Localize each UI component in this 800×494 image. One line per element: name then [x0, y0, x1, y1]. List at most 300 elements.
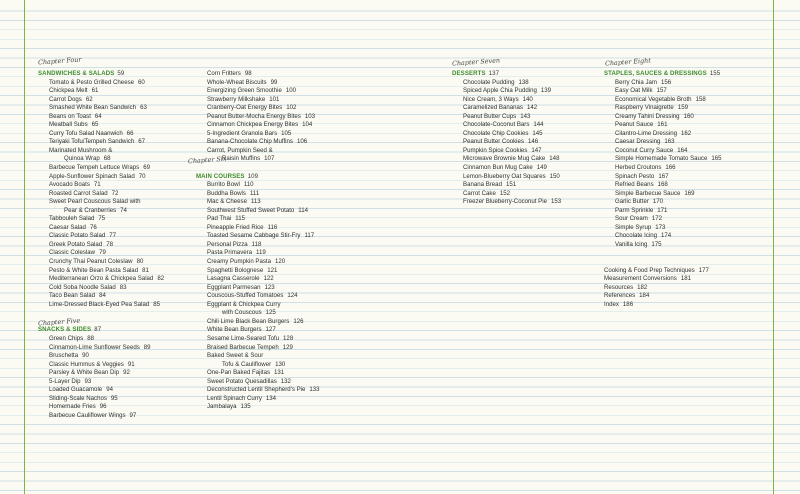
toc-entry[interactable] [604, 87, 774, 96]
entry-title: Loaded Guacamole [49, 386, 103, 394]
entry-title: Cinnamon Chickpea Energy Bites [207, 121, 299, 129]
page-number: 60 [138, 78, 145, 86]
page-number: 139 [540, 87, 552, 95]
page-number: 143 [520, 112, 531, 120]
page-number: 150 [549, 172, 560, 180]
entry-title: Whole-Wheat Biscuits [207, 78, 267, 86]
page-number: 101 [269, 95, 280, 103]
toc-entry[interactable] [38, 335, 188, 344]
toc-entry[interactable] [38, 164, 188, 173]
page-number: 152 [499, 189, 511, 197]
toc-entry[interactable] [452, 164, 604, 173]
toc-entry[interactable] [452, 173, 604, 182]
page-number: 109 [247, 172, 259, 180]
entry-title: Chocolate-Coconut Bars [463, 121, 530, 129]
toc-entry[interactable] [38, 258, 188, 267]
toc-entry[interactable] [196, 335, 348, 344]
toc-entry[interactable] [604, 130, 774, 139]
toc-entry[interactable] [196, 104, 348, 113]
entry-title: Barbecue Tempeh Lettuce Wraps [49, 164, 140, 172]
page-number: 147 [531, 146, 542, 154]
entry-title: Microwave Brownie Mug Cake [463, 155, 546, 163]
page-number: 135 [240, 403, 251, 411]
toc-entry[interactable] [38, 361, 188, 370]
toc-entry[interactable] [196, 215, 348, 224]
toc-entry[interactable] [38, 215, 188, 224]
entry-title: Lasagna Casserole [207, 275, 260, 283]
toc-entry[interactable] [196, 318, 348, 327]
toc-entry[interactable] [196, 87, 348, 96]
spacer [196, 164, 348, 173]
page-number: 76 [89, 223, 97, 231]
toc-entry[interactable] [604, 121, 774, 130]
toc-entry[interactable] [604, 155, 774, 164]
page-number: 153 [551, 198, 562, 206]
page-number: 157 [656, 87, 667, 95]
page-number: 174 [661, 232, 672, 240]
toc-entry[interactable] [196, 292, 348, 301]
page-number: 128 [283, 334, 294, 342]
page-number: 105 [281, 129, 292, 137]
page-number: 118 [251, 240, 262, 248]
entry-title: Barbecue Cauliflower Wings [49, 411, 126, 419]
page-number: 121 [267, 266, 278, 274]
page-number: 99 [270, 78, 278, 86]
entry-title: Meatball Subs [49, 121, 88, 129]
entry-title: Eggplant Parmesan [207, 283, 261, 291]
page-number: 155 [709, 70, 721, 77]
section-heading[interactable] [452, 70, 604, 79]
toc-entry[interactable] [604, 275, 774, 284]
page-number: 162 [680, 129, 692, 137]
page-number: 93 [84, 377, 92, 385]
toc-entry[interactable] [604, 292, 774, 301]
entry-title: Sweet Pearl Couscous Salad with [49, 198, 141, 206]
toc-entry[interactable] [604, 147, 774, 156]
entry-title: Roasted Carrot Salad [49, 189, 108, 197]
toc-entry[interactable] [38, 121, 188, 130]
toc-entry[interactable] [604, 198, 774, 207]
entry-title: Herbed Croutons [615, 164, 662, 172]
page-number: 140 [522, 95, 533, 103]
entry-title: Creamy Pumpkin Pasta [207, 258, 272, 266]
page-number: 156 [661, 78, 672, 86]
page-number: 98 [244, 70, 252, 77]
toc-entry[interactable] [38, 173, 188, 182]
toc-entry[interactable] [196, 326, 348, 335]
toc-column-3 [452, 70, 604, 207]
toc-entry[interactable] [604, 301, 774, 310]
entry-title: Caramelized Bananas [463, 104, 523, 112]
toc-entry[interactable] [196, 70, 348, 79]
page-number: 169 [684, 189, 695, 197]
page-number: 78 [106, 240, 113, 248]
page-number: 88 [87, 334, 94, 342]
entry-title: Marinated Mushroom & [49, 146, 113, 154]
toc-entry[interactable] [604, 113, 774, 122]
toc-entry[interactable] [196, 130, 348, 139]
toc-entry[interactable] [196, 232, 348, 241]
toc-entry[interactable] [604, 207, 774, 216]
entry-title: Simple Homemade Tomato Sauce [615, 155, 708, 163]
entry-title: Cranberry-Oat Energy Bites [207, 104, 283, 112]
section-heading[interactable] [38, 326, 188, 335]
page-number: 173 [655, 223, 666, 231]
entry-title: Bruschetta [49, 352, 79, 360]
section-heading[interactable] [196, 173, 348, 182]
entry-title: Freezer Blueberry-Coconut Pie [463, 198, 547, 206]
page-number: 138 [518, 78, 529, 86]
toc-entry[interactable] [452, 87, 604, 96]
toc-entry[interactable] [452, 147, 604, 156]
entry-title: Homemade Fries [49, 403, 96, 411]
entry-title: Economical Vegetable Broth [615, 95, 692, 103]
toc-entry[interactable] [196, 147, 348, 156]
toc-entry[interactable] [196, 284, 348, 293]
section-heading[interactable] [604, 70, 774, 79]
toc-entry[interactable] [604, 284, 774, 293]
page-number: 113 [250, 198, 261, 206]
chapter-six-heading: Chapter Six [187, 154, 227, 166]
entry-title: Chocolate Icing [615, 232, 658, 240]
toc-entry[interactable] [196, 207, 348, 216]
page-number: 102 [286, 104, 297, 112]
toc-entry[interactable] [196, 181, 348, 190]
page-number: 97 [129, 411, 137, 419]
page-number: 67 [138, 138, 146, 146]
page-number: 145 [532, 129, 543, 137]
entry-title: Pad Thai [207, 215, 232, 223]
entry-title: Spaghetti Bolognese [207, 266, 264, 274]
entry-title: Southwest Stuffed Sweet Potato [207, 206, 295, 214]
page-number: 63 [140, 104, 147, 112]
toc-entry[interactable] [38, 113, 188, 122]
entry-title: Simple Syrup [615, 223, 652, 231]
toc-entry[interactable] [452, 138, 604, 147]
toc-entry[interactable] [452, 190, 604, 199]
toc-entry[interactable] [38, 267, 188, 276]
toc-entry[interactable] [604, 96, 774, 105]
entry-title: Mediterranean Orzo & Chickpea Salad [49, 275, 154, 283]
entry-title: Cilantro-Lime Dressing [615, 129, 677, 137]
toc-entry[interactable] [38, 155, 188, 164]
page-number: 66 [126, 129, 134, 137]
page-number: 165 [711, 155, 722, 163]
chapter-eight-heading: Chapter Eight [604, 56, 652, 68]
toc-entry[interactable] [196, 79, 348, 88]
page-number: 85 [153, 300, 161, 308]
entry-title: Strawberry Milkshake [207, 95, 266, 103]
toc-entry[interactable] [196, 352, 348, 361]
toc-entry[interactable] [196, 241, 348, 250]
page-number: 100 [285, 87, 297, 95]
page-number: 59 [117, 70, 125, 77]
toc-entry[interactable] [196, 344, 348, 353]
toc-entry[interactable] [38, 138, 188, 147]
toc-entry[interactable] [452, 155, 604, 164]
toc-entry[interactable] [604, 190, 774, 199]
toc-entry[interactable] [452, 96, 604, 105]
page-number: 142 [526, 104, 538, 112]
entry-title: Classic Potato Salad [49, 232, 106, 240]
entry-title: References [604, 292, 636, 300]
page-number: 71 [93, 181, 101, 189]
entry-title: Index [604, 300, 619, 308]
entry-title: Lime-Dressed Black-Eyed Pea Salad [49, 300, 150, 308]
toc-entry[interactable] [196, 361, 348, 370]
toc-entry[interactable] [38, 395, 188, 404]
page-number: 129 [282, 343, 293, 351]
toc-entry[interactable] [196, 301, 348, 310]
entry-title: Avocado Boats [49, 181, 90, 189]
page-number: 125 [265, 309, 276, 317]
toc-entry[interactable] [38, 224, 188, 233]
toc-entry[interactable] [38, 292, 188, 301]
page-number: 70 [138, 172, 146, 180]
toc-entry[interactable] [38, 352, 188, 361]
page-number: 103 [304, 112, 315, 120]
page-number: 127 [265, 326, 276, 334]
page-number: 68 [103, 155, 111, 163]
toc-entry[interactable] [196, 267, 348, 276]
page-number: 81 [142, 266, 149, 274]
page-number: 111 [249, 189, 260, 197]
toc-entry[interactable] [38, 130, 188, 139]
section-heading[interactable] [38, 70, 188, 79]
toc-entry[interactable] [452, 130, 604, 139]
toc-entry[interactable] [38, 275, 188, 284]
toc-entry[interactable] [38, 284, 188, 293]
page-number: 72 [111, 189, 119, 197]
toc-entry[interactable] [38, 344, 188, 353]
page-number: 151 [505, 181, 517, 189]
toc-entry[interactable] [604, 181, 774, 190]
entry-title: Chocolate Pudding [463, 78, 515, 86]
toc-entry[interactable] [196, 378, 348, 387]
entry-title: Carrot Dogs [49, 95, 82, 103]
entry-title: Lemon-Blueberry Oat Squares [463, 172, 546, 180]
toc-column-4 [604, 70, 774, 309]
entry-title: Refried Beans [615, 181, 654, 189]
entry-title: Jambalaya [207, 403, 237, 411]
toc-entry[interactable] [452, 113, 604, 122]
toc-entry[interactable] [452, 181, 604, 190]
page-number: 96 [99, 403, 107, 411]
toc-entry[interactable] [196, 386, 348, 395]
entry-title: Caesar Dressing [615, 138, 661, 146]
entry-title: Easy Oat Milk [615, 87, 653, 95]
toc-entry[interactable] [196, 309, 348, 318]
page-number: 104 [302, 121, 313, 129]
entry-title: Apple-Sunflower Spinach Salad [49, 172, 135, 180]
page-number: 110 [243, 181, 254, 189]
toc-entry[interactable] [38, 241, 188, 250]
page-number: 186 [622, 300, 634, 308]
entry-title: Eggplant & Chickpea Curry [207, 300, 281, 308]
entry-title: Carrot Cake [463, 189, 496, 197]
entry-title: Curry Tofu Salad Naanwich [49, 129, 123, 137]
entry-title: Measurement Conversions [604, 275, 677, 283]
toc-entry[interactable] [38, 378, 188, 387]
toc-entry[interactable] [196, 198, 348, 207]
entry-title: Cold Soba Noodle Salad [49, 283, 116, 291]
entry-title: Braised Barbecue Tempeh [207, 343, 279, 351]
entry-title: Pesto & White Bean Pasta Salad [49, 266, 139, 274]
page-number: 130 [275, 360, 286, 368]
page-number: 119 [256, 249, 266, 257]
toc-entry[interactable] [604, 241, 774, 250]
entry-title: Classic Coleslaw [49, 249, 96, 257]
entry-title: Parsley & White Bean Dip [49, 369, 120, 377]
entry-title: Parm Sprinkle [615, 206, 654, 214]
toc-entry[interactable] [38, 96, 188, 105]
entry-title: Tofu & Cauliflower [222, 360, 272, 368]
page-number: 158 [695, 95, 706, 103]
entry-title: MAIN COURSES [196, 172, 245, 180]
toc-entry[interactable] [38, 181, 188, 190]
page-number: 77 [109, 232, 117, 240]
entry-title: Peanut Butter-Mocha Energy Bites [207, 112, 301, 120]
page-number: 114 [298, 206, 309, 214]
toc-entry[interactable] [604, 232, 774, 241]
page-number: 92 [123, 369, 130, 377]
toc-entry[interactable] [38, 249, 188, 258]
toc-entry[interactable] [196, 249, 348, 258]
toc-entry[interactable] [604, 224, 774, 233]
entry-title: Pasta Primavera [207, 249, 253, 257]
entry-title: Quinoa Wrap [64, 155, 100, 163]
toc-entry[interactable] [38, 104, 188, 113]
entry-title: Vanilla Icing [615, 240, 648, 248]
toc-entry[interactable] [38, 232, 188, 241]
toc-entry[interactable] [196, 113, 348, 122]
toc-entry[interactable] [604, 104, 774, 113]
left-margin-line [24, 0, 25, 494]
toc-column-2 [196, 70, 348, 412]
page-number: 83 [119, 283, 127, 291]
page-number: 171 [657, 206, 668, 214]
page-number: 137 [488, 70, 500, 77]
toc-entry[interactable] [604, 138, 774, 147]
entry-title: Coconut Curry Sauce [615, 146, 674, 154]
toc-entry[interactable] [604, 267, 774, 276]
entry-title: Classic Hummus & Veggies [49, 360, 124, 368]
entry-title: Creamy Tahini Dressing [615, 112, 680, 120]
entry-title: Pineapple Fried Rice [207, 223, 264, 231]
entry-title: One-Pan Baked Fajitas [207, 369, 271, 377]
page-number: 184 [639, 292, 650, 300]
page-number: 132 [280, 377, 291, 385]
entry-title: Energizing Green Smoothie [207, 87, 282, 95]
page-number: 177 [698, 266, 709, 274]
chapter-five-heading: Chapter Five [37, 316, 81, 328]
page-number: 95 [110, 394, 118, 402]
toc-entry[interactable] [604, 215, 774, 224]
entry-title: Tabbouleh Salad [49, 215, 95, 223]
toc-entry[interactable] [38, 190, 188, 199]
toc-entry[interactable] [196, 121, 348, 130]
toc-entry[interactable] [38, 79, 188, 88]
page-number: 75 [98, 215, 106, 223]
toc-entry[interactable] [196, 258, 348, 267]
toc-entry[interactable] [452, 104, 604, 113]
entry-title: Spiced Apple Chia Pudding [463, 87, 537, 95]
toc-entry[interactable] [38, 412, 188, 421]
toc-entry[interactable] [38, 207, 188, 216]
toc-entry[interactable] [452, 79, 604, 88]
toc-entry[interactable] [38, 369, 188, 378]
entry-title: Chickpea Melt [49, 87, 88, 95]
toc-entry[interactable] [452, 121, 604, 130]
toc-entry[interactable] [38, 198, 188, 207]
toc-entry[interactable] [38, 147, 188, 156]
page-number: 164 [677, 146, 688, 154]
toc-entry[interactable] [604, 164, 774, 173]
toc-entry[interactable] [38, 403, 188, 412]
toc-entry[interactable] [196, 138, 348, 147]
page-number: 131 [274, 369, 285, 377]
page-number: 126 [293, 317, 304, 325]
entry-title: Green Chips [49, 334, 84, 342]
page-number: 94 [106, 386, 113, 394]
entry-title: Deconstructed Lentil Shepherd's Pie [207, 386, 306, 394]
toc-entry[interactable] [604, 79, 774, 88]
toc-entry[interactable] [196, 190, 348, 199]
page-number: 161 [657, 121, 668, 129]
page-number: 82 [157, 275, 165, 283]
toc-entry[interactable] [196, 96, 348, 105]
toc-entry[interactable] [452, 198, 604, 207]
page-number: 133 [309, 386, 320, 394]
entry-title: Pear & Cranberries [64, 206, 117, 214]
toc-entry[interactable] [38, 301, 188, 310]
chapter-seven-heading: Chapter Seven [451, 56, 501, 68]
entry-title: Sesame Lime-Seared Tofu [207, 334, 280, 342]
page-number: 107 [264, 155, 275, 163]
chapter-four-heading: Chapter Four [37, 55, 82, 67]
entry-title: Sliding-Scale Nachos [49, 394, 107, 402]
page-number: 80 [136, 258, 144, 266]
page-number: 168 [657, 181, 668, 189]
entry-title: Banana-Chocolate Chip Muffins [207, 138, 293, 146]
page-number: 181 [680, 275, 691, 283]
page-number: 116 [267, 223, 278, 231]
entry-title: Toasted Sesame Cabbage Stir-Fry [207, 232, 301, 240]
toc-entry[interactable] [196, 224, 348, 233]
entry-title: Taco Bean Salad [49, 292, 96, 300]
page-number: 166 [665, 164, 676, 172]
entry-title: Cinnamon Bun Mug Cake [463, 164, 533, 172]
toc-entry[interactable] [604, 173, 774, 182]
entry-title: Greek Potato Salad [49, 240, 103, 248]
entry-title: Cinnamon-Lime Sunflower Seeds [49, 343, 140, 351]
toc-entry[interactable] [196, 395, 348, 404]
page-number: 84 [99, 292, 106, 300]
toc-entry[interactable] [196, 275, 348, 284]
entry-title: Peanut Butter Cups [463, 112, 517, 120]
spacer [38, 309, 188, 326]
toc-column-1 [38, 70, 188, 420]
page-number: 79 [99, 249, 106, 257]
toc-entry[interactable] [196, 369, 348, 378]
page-number: 160 [683, 112, 694, 120]
toc-entry[interactable] [38, 386, 188, 395]
spacer [604, 249, 774, 266]
toc-entry[interactable] [196, 403, 348, 412]
page-number: 90 [82, 352, 89, 360]
toc-entry[interactable] [38, 87, 188, 96]
toc-entry[interactable] [196, 155, 348, 164]
